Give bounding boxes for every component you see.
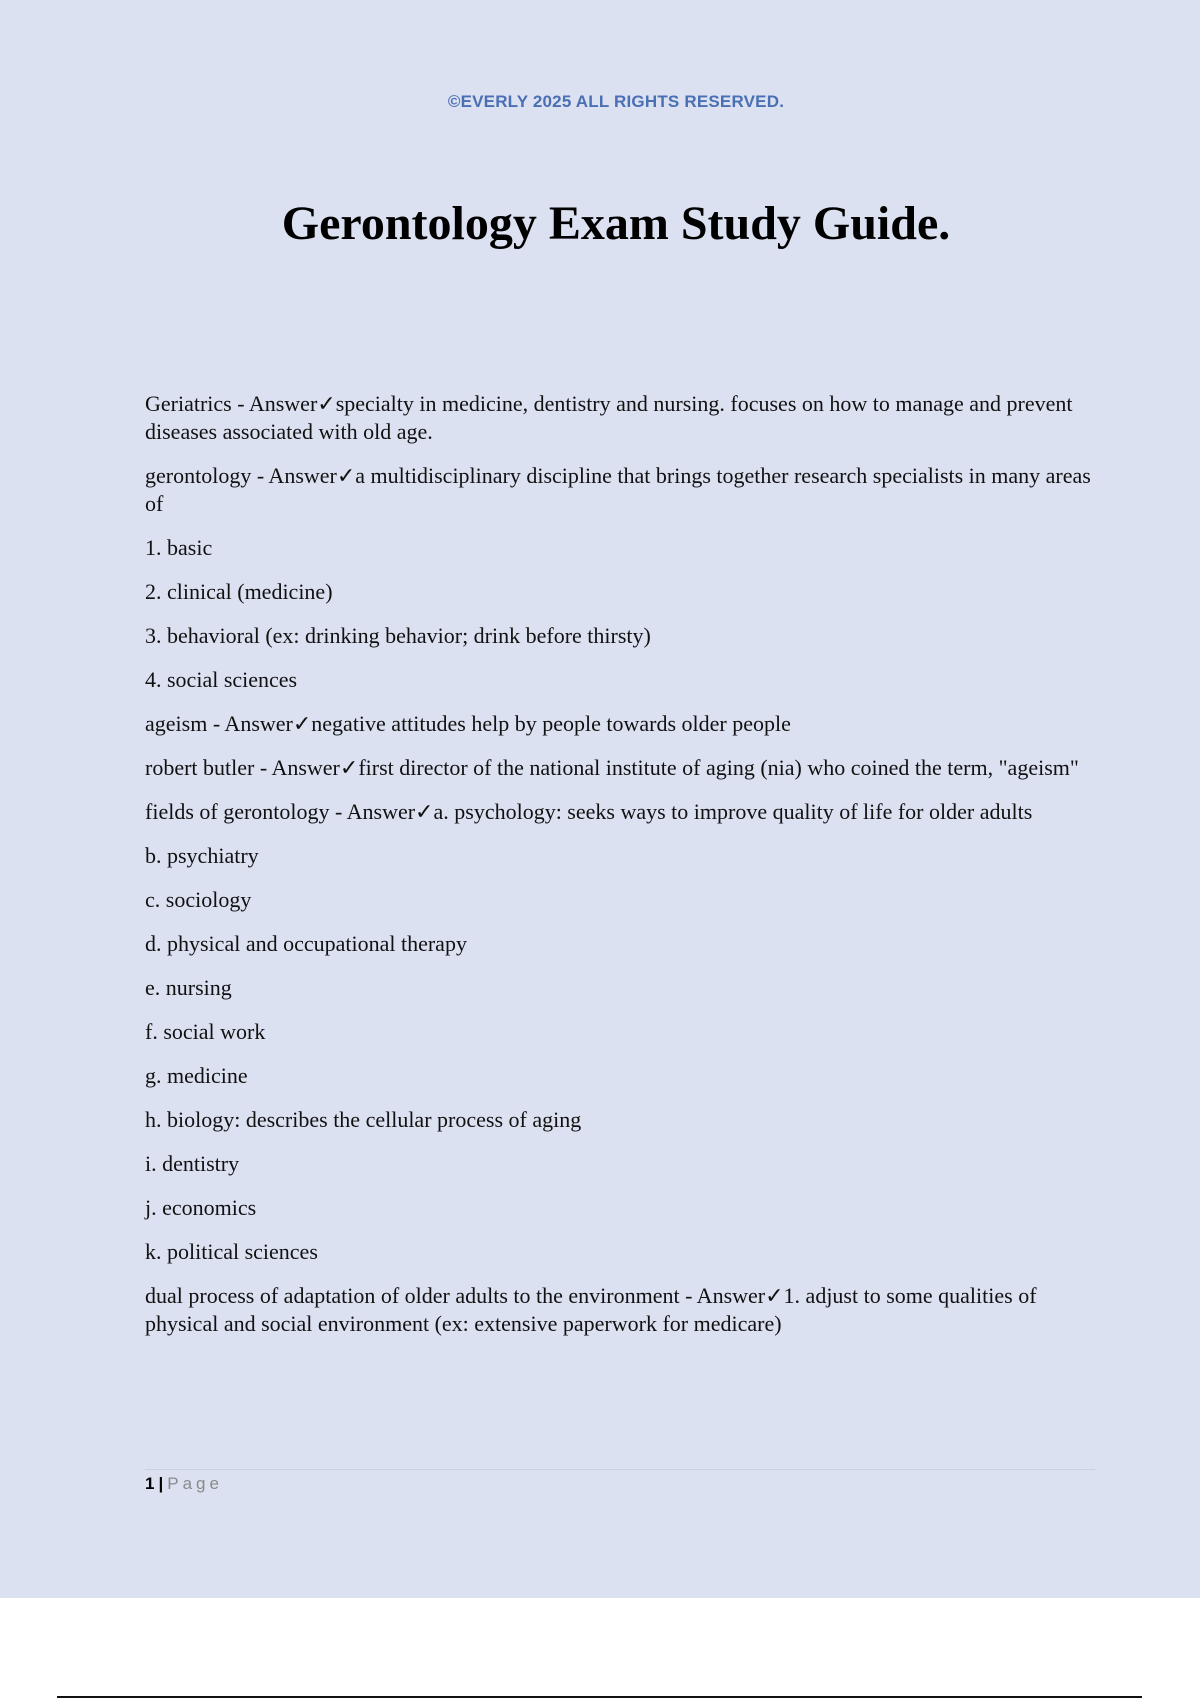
list-item: e. nursing xyxy=(145,975,232,1000)
list-item: g. medicine xyxy=(145,1063,248,1088)
list-item: 3. behavioral (ex: drinking behavior; drink before thirsty) xyxy=(145,623,651,648)
page-title: Gerontology Exam Study Guide. xyxy=(281,197,951,250)
bottom-divider xyxy=(57,1696,1142,1698)
list-item: f. social work xyxy=(145,1019,266,1044)
list-item: c. sociology xyxy=(145,887,252,912)
footer-divider xyxy=(145,1469,1095,1470)
paragraph-geriatrics: Geriatrics - Answer✓specialty in medicine, dentistry and nursing. focuses on how to manage and prevent diseases associated with old age. xyxy=(145,391,1073,444)
copyright-header: ©EVERLY 2025 ALL RIGHTS RESERVED. xyxy=(447,92,785,111)
paragraph-ageism: ageism - Answer✓negative attitudes help by people towards older people xyxy=(145,711,791,736)
list-item: k. political sciences xyxy=(145,1239,318,1264)
list-item: 4. social sciences xyxy=(145,667,298,692)
paragraph-robert-butler: robert butler - Answer✓first director of the national institute of aging (nia) who coined the term, "ageism" xyxy=(145,755,1079,780)
list-item: h. biology: describes the cellular process of aging xyxy=(145,1107,582,1132)
paragraph-fields-of-gerontology: fields of gerontology - Answer✓a. psychology: seeks ways to improve quality of life for older adults xyxy=(145,799,1033,824)
page-footer xyxy=(145,1474,223,1494)
list-item: j. economics xyxy=(145,1195,257,1220)
list-item: 2. clinical (medicine) xyxy=(145,579,333,604)
list-item: i. dentistry xyxy=(145,1151,240,1176)
list-item: b. psychiatry xyxy=(145,843,259,868)
paragraph-gerontology: gerontology - Answer✓a multidisciplinary discipline that brings together research specialists in many areas of xyxy=(145,463,1091,516)
list-item: d. physical and occupational therapy xyxy=(145,931,467,956)
page-label: Page xyxy=(167,1474,223,1493)
page-number: 1 xyxy=(145,1474,155,1493)
list-item: 1. basic xyxy=(145,535,213,560)
paragraph-dual-process: dual process of adaptation of older adults to the environment - Answer✓1. adjust to some qualities of physical and social environment (ex: extensive paperwork for medicare) xyxy=(145,1283,1037,1336)
footer-separator: | xyxy=(158,1474,164,1493)
document-body xyxy=(145,390,1095,1354)
